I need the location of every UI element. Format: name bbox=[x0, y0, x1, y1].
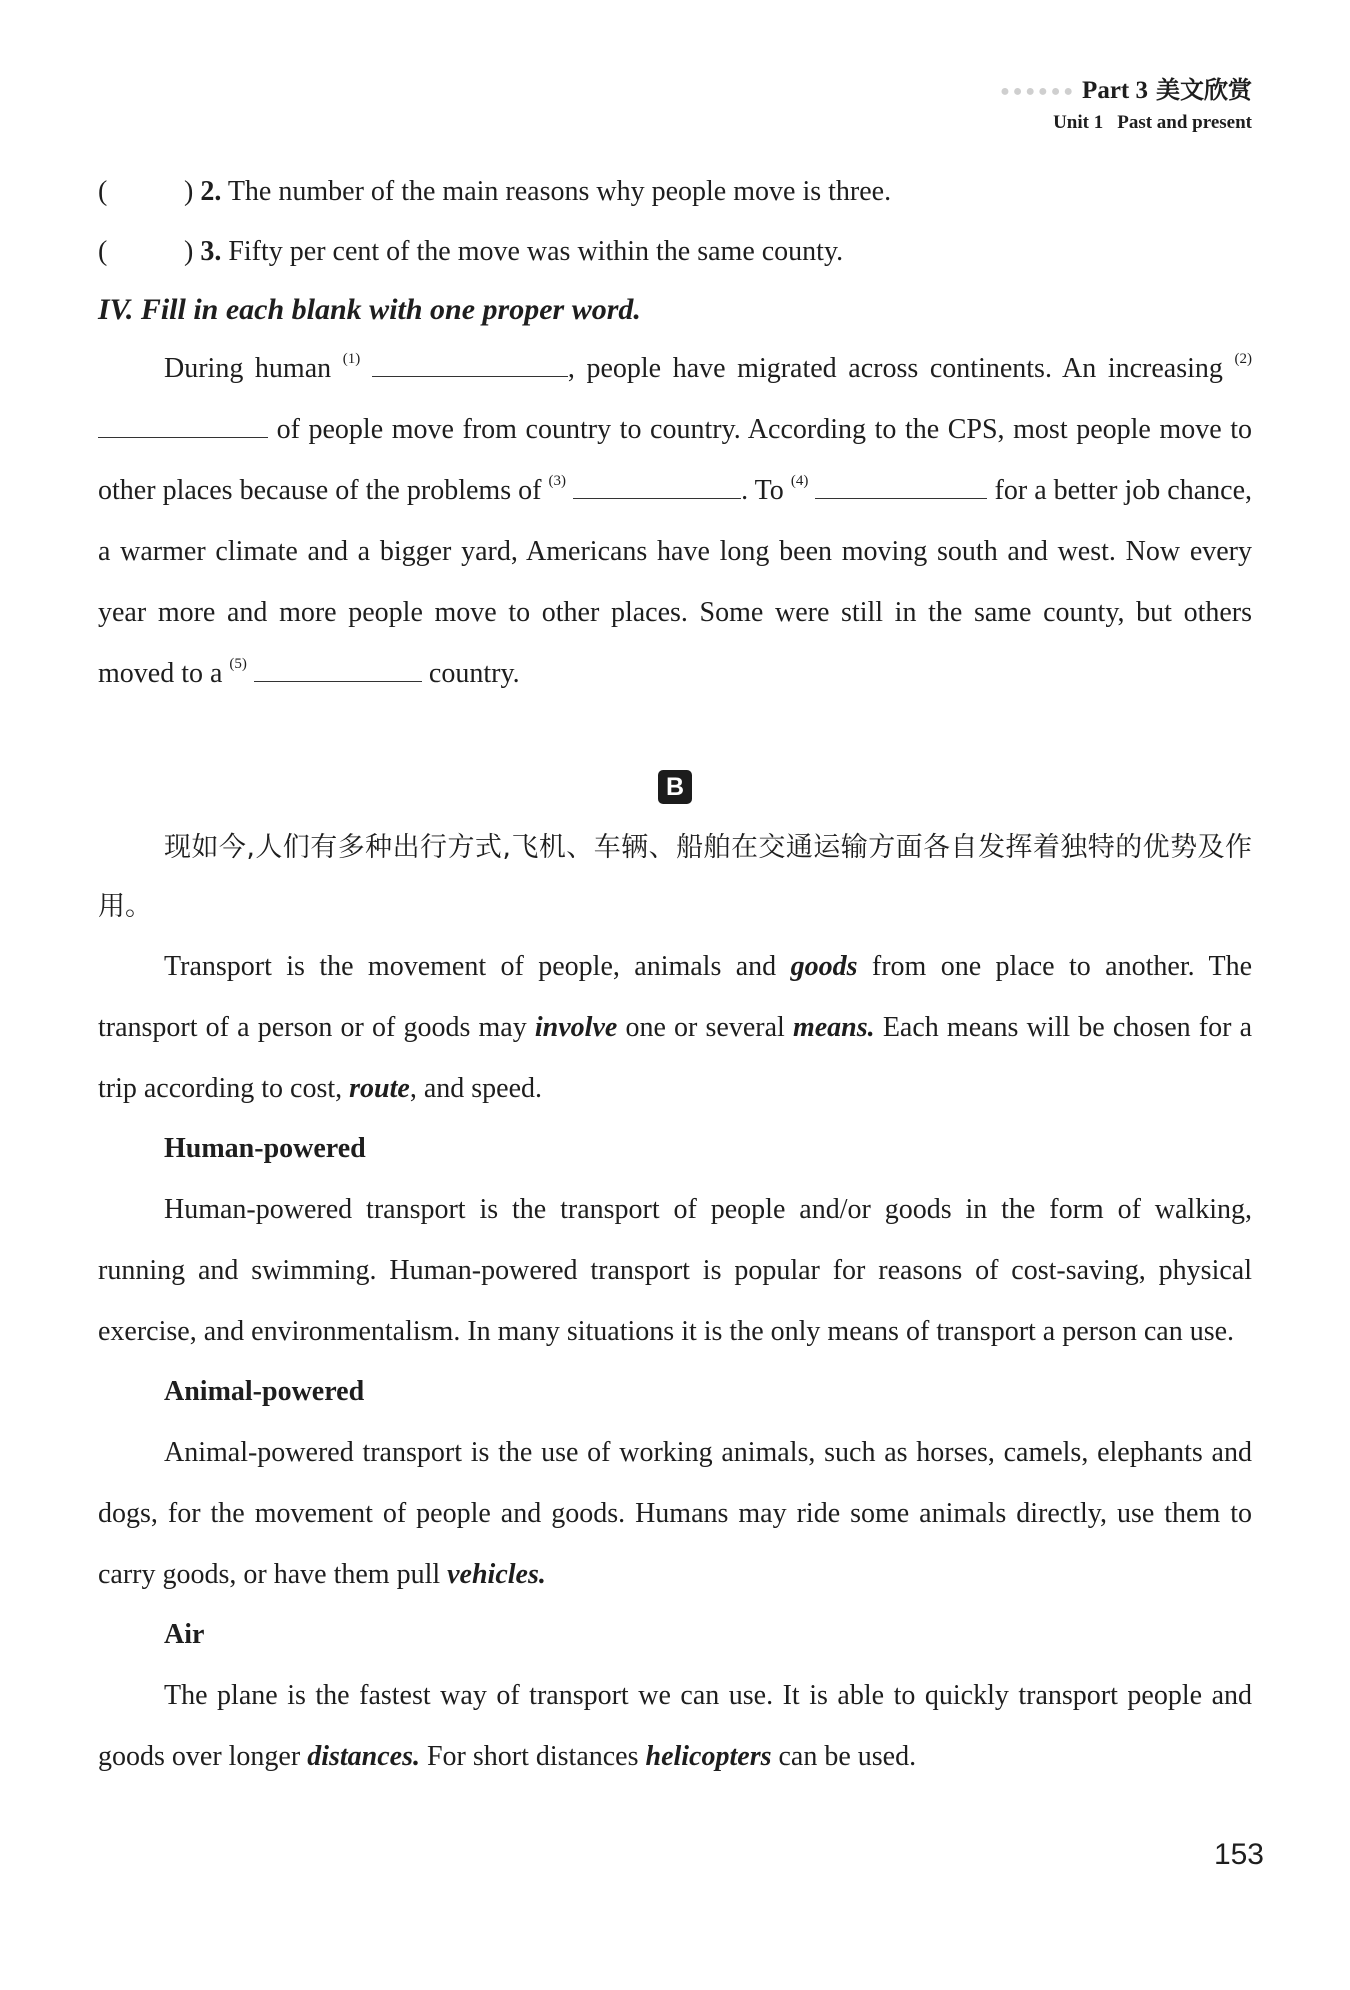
paragraph-air: The plane is the fastest way of transport we can use. It is able to quickly transport people and goods over longer distances. For short distances helicopters can be used. bbox=[98, 1680, 1252, 1772]
question-3: ( ) 3. Fifty per cent of the move was within the same county. bbox=[98, 222, 1252, 282]
part-title-cn: 美文欣赏 bbox=[1156, 76, 1252, 104]
blank-4-number: (4) bbox=[790, 473, 809, 489]
question-number: 3. bbox=[200, 236, 222, 267]
question-2: ( ) 2. The number of the main reasons why people move is three. bbox=[98, 162, 1252, 222]
heading-animal-powered: Animal-powered bbox=[164, 1376, 365, 1407]
answer-bracket[interactable]: ( bbox=[98, 236, 108, 267]
page-content bbox=[98, 162, 1252, 1787]
blank-3[interactable] bbox=[573, 497, 741, 499]
keyword-involve: involve bbox=[534, 1012, 618, 1043]
keyword-vehicles: vehicles. bbox=[447, 1559, 546, 1590]
heading-air: Air bbox=[164, 1619, 205, 1650]
page-number: 153 bbox=[1213, 1838, 1264, 1871]
keyword-means: means. bbox=[792, 1012, 875, 1043]
section-b-badge: B bbox=[658, 770, 692, 804]
blank-2[interactable] bbox=[98, 436, 268, 438]
paragraph-transport: Transport is the movement of people, animals and goods from one place to another. The transport of a person or of goods may involve one or several means. Each means will be chosen for a trip according to cost, route, and speed. bbox=[98, 951, 1253, 1104]
blank-3-number: (3) bbox=[548, 473, 567, 489]
keyword-route: route bbox=[349, 1073, 410, 1104]
decorative-dots: ●●●●●● bbox=[1000, 83, 1077, 100]
blank-4[interactable] bbox=[815, 497, 987, 499]
blank-1[interactable] bbox=[372, 375, 568, 377]
running-header bbox=[1000, 74, 1252, 138]
unit-title: Past and present bbox=[1117, 112, 1252, 133]
heading-human-powered: Human-powered bbox=[164, 1133, 366, 1164]
answer-bracket[interactable]: ( bbox=[98, 176, 108, 207]
question-text: Fifty per cent of the move was within the same county. bbox=[228, 236, 844, 267]
question-number: 2. bbox=[200, 176, 222, 207]
keyword-distances: distances. bbox=[307, 1741, 420, 1772]
blank-5[interactable] bbox=[254, 680, 422, 682]
keyword-goods: goods bbox=[790, 951, 858, 982]
paragraph-animal-powered: Animal-powered transport is the use of working animals, such as horses, camels, elephants and dogs, for the movement of people and goods. Humans may ride some animals directly, use them to carry goods, or have them pull vehicles. bbox=[98, 1437, 1252, 1590]
intro-chinese: 现如今,人们有多种出行方式,飞机、车辆、船舶在交通运输方面各自发挥着独特的优势及作用。 bbox=[98, 832, 1252, 922]
blank-2-number: (2) bbox=[1234, 351, 1253, 367]
keyword-helicopters: helicopters bbox=[645, 1741, 772, 1772]
question-text: The number of the main reasons why people move is three. bbox=[227, 176, 892, 207]
paragraph-human-powered: Human-powered transport is the transport of people and/or goods in the form of walking, running and swimming. Human-powered transport is popular for reasons of cost-saving, physical exercise, and environmentalism. In many situations it is the only means of transport a person can use. bbox=[98, 1194, 1252, 1347]
fill-blank-paragraph: During human $^{(1)}$ , people have migrated across continents. An increasing $^{(2)}$ of people move from country to country. According to the CPS, most people move to other places because of the problems of $^{(3)}$ . To $^{(4)}$ for a better job chance, a warmer climate and a bigger yard, Americans have long been moving south and west. Now every year more and more people move to other places. Some were still in the same county, but others moved to a $^{(5)}$ country. bbox=[98, 351, 1253, 689]
section-iv-title: IV. Fill in each blank with one proper word. bbox=[98, 293, 641, 326]
blank-5-number: (5) bbox=[229, 656, 247, 672]
blank-1-number: (1) bbox=[342, 351, 361, 367]
unit-label: Unit 1 bbox=[1053, 112, 1104, 133]
part-label: Part 3 bbox=[1082, 77, 1148, 104]
